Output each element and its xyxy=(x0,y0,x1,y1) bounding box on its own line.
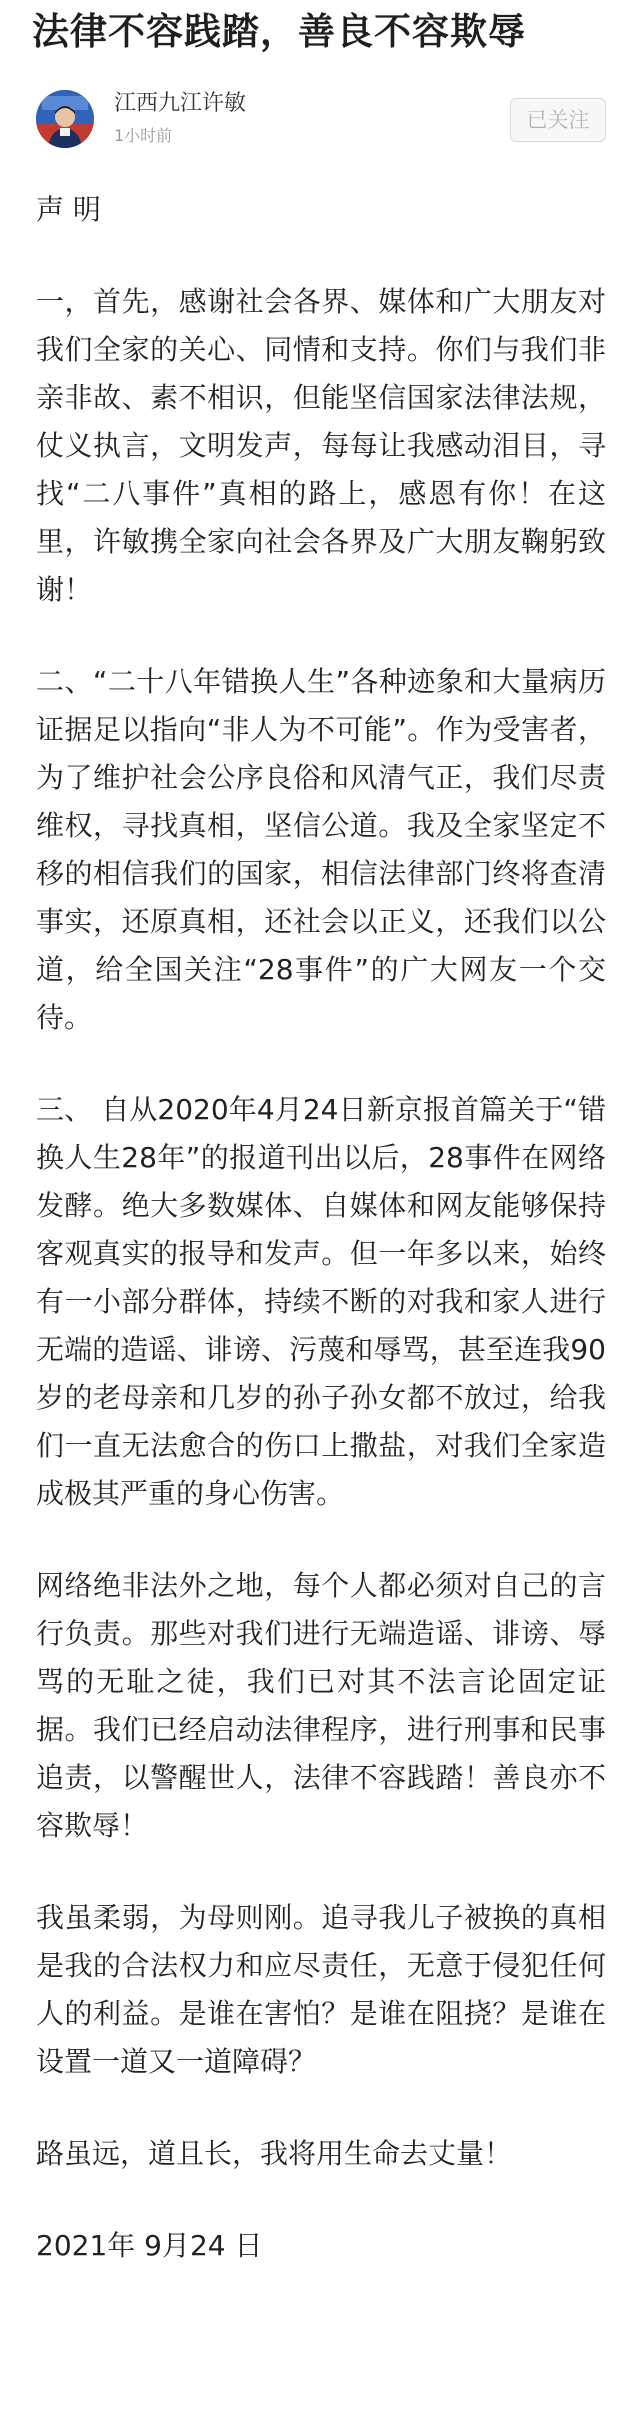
article-body xyxy=(36,186,606,2270)
follow-button[interactable]: 已关注 xyxy=(510,98,606,142)
post-time: 1小时前 xyxy=(114,126,173,145)
author-name[interactable]: 江西九江许敏 xyxy=(114,91,247,116)
paragraph-1: 一，首先，感谢社会各界、媒体和广大朋友对我们全家的关心、同情和支持。你们与我们非亲非故、素不相识，但能坚信国家法律法规，仗义执言，文明发声，每每让我感动泪目，寻找“二八事件”真相的路上，感恩有你！在这里，许敏携全家向社会各界及广大朋友鞠躬致谢！ xyxy=(36,285,606,606)
paragraph-5: 我虽柔弱，为母则刚。追寻我儿子被换的真相是我的合法权力和应尽责任，无意于侵犯任何人的利益。是谁在害怕？是谁在阻挠？是谁在设置一道又一道障碍？ xyxy=(36,1901,606,2078)
statement-heading: 声 明 xyxy=(36,193,101,226)
paragraph-2: 二、“二十八年错换人生”各种迹象和大量病历证据足以指向“非人为不可能”。作为受害者，为了维护社会公序良俗和风清气正，我们尽责维权，寻找真相，坚信公道。我及全家坚定不移的相信我们的国家，相信法律部门终将查清事实，还原真相，还社会以正义，还我们以公道，给全国关注“28事件”的广大网友一个交待。 xyxy=(36,665,606,1034)
author-row xyxy=(32,88,610,154)
statement-date: 2021年 9月24 日 xyxy=(36,2229,263,2262)
avatar-photo-icon[interactable] xyxy=(36,90,94,148)
article-title: 法律不容践踏，善良不容欺辱 xyxy=(32,10,526,53)
paragraph-6: 路虽远，道且长，我将用生命去丈量！ xyxy=(36,2137,513,2170)
paragraph-4: 网络绝非法外之地，每个人都必须对自己的言行负责。那些对我们进行无端造谣、诽谤、辱骂的无耻之徒，我们已对其不法言论固定证据。我们已经启动法律程序，进行刑事和民事追责，以警醒世人，法律不容践踏！善良亦不容欺辱！ xyxy=(36,1569,606,1842)
paragraph-3: 三、 自从2020年4月24日新京报首篇关于“错换人生28年”的报道刊出以后，28事件在网络发酵。绝大多数媒体、自媒体和网友能够保持客观真实的报导和发声。但一年多以来，始终有一小部分群体，持续不断的对我和家人进行无端的造谣、诽谤、污蔑和辱骂，甚至连我90岁的老母亲和几岁的孙子孙女都不放过，给我们一直无法愈合的伤口上撒盐，对我们全家造成极其严重的身心伤害。 xyxy=(36,1093,606,1510)
avatar-image xyxy=(36,90,94,148)
